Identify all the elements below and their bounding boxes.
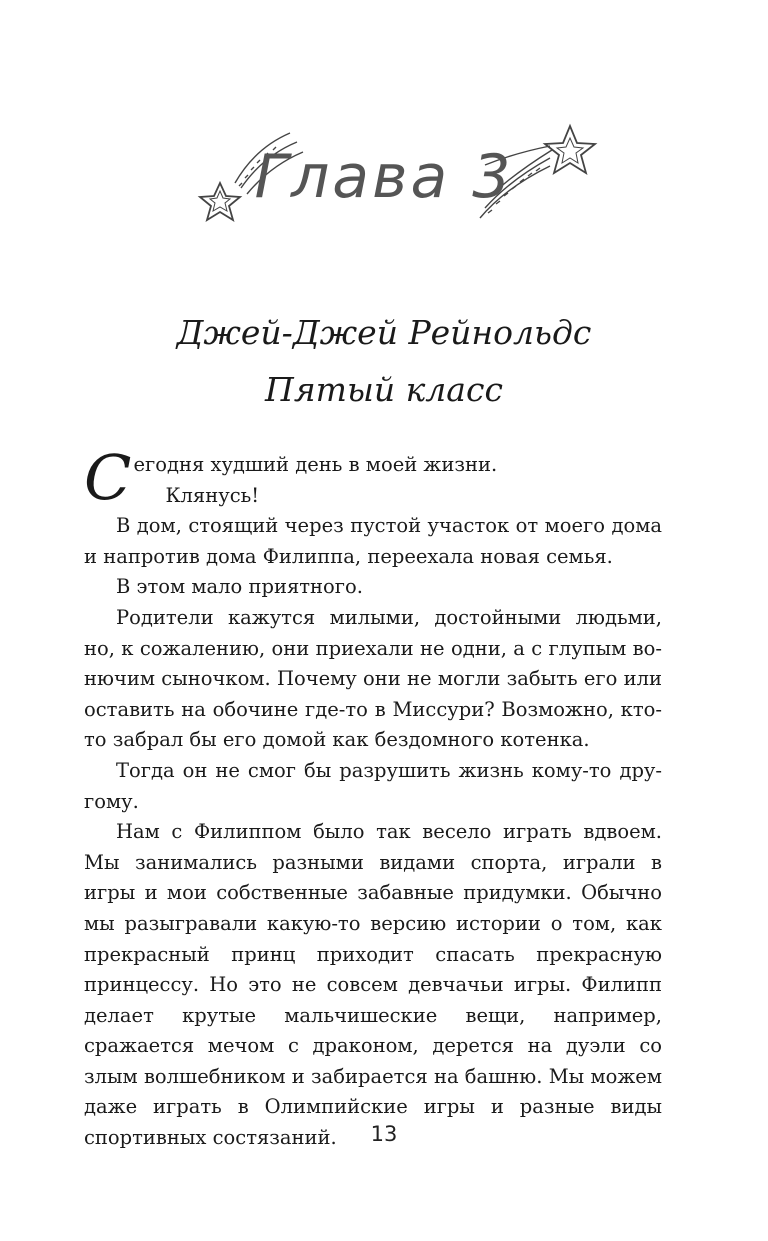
body-text (84, 441, 662, 1154)
paragraph: Нам с Филиппом было так весело играть вдвоем. Мы занимались разными видами спорта, играли в игры и мои собственные забавные придумки. Обычно мы разыгравали какую-то версию истории о том, как прекрасный принц приходит спасать прекрасную принцессу. Но это не совсем девчачьи игры. Филипп делает крутые мальчишеские вещи, например, сражается мечом с драконом, дерется на дуэли со злым волшебником и забирается на башню. Мы можем даже играть в Олимпийские игры и разные виды спортивных состязаний. (84, 820, 662, 1150)
paragraph: В этом мало приятного. (116, 575, 363, 599)
page-number: 13 (370, 1122, 398, 1146)
paragraph-text: егодня худший день в моей жизни. (133, 453, 498, 476)
section-grade: Пятый класс (265, 370, 503, 409)
drop-cap: С (84, 441, 132, 514)
paragraph: Родители кажутся милыми, достойными людьми, но, к сожалению, они приехали не одни, а с глупым вонючим сыночком. Почему они не могли забыть его или оставить на обочине где-то в Миссури? Возможно, кто-то забрал бы его домой как бездомного котенка. (84, 605, 662, 752)
paragraph: В дом, стоящий через пустой участок от моего дома и напротив дома Филиппа, переехала новая семья. (84, 514, 662, 568)
paragraph: Тогда он не смог бы разрушить жизнь кому-то другому. (84, 758, 662, 813)
paragraph: Клянусь! (165, 483, 260, 507)
section-author: Джей-Джей Рейнольдс (176, 313, 592, 352)
chapter-title: Глава 3 (254, 142, 514, 212)
